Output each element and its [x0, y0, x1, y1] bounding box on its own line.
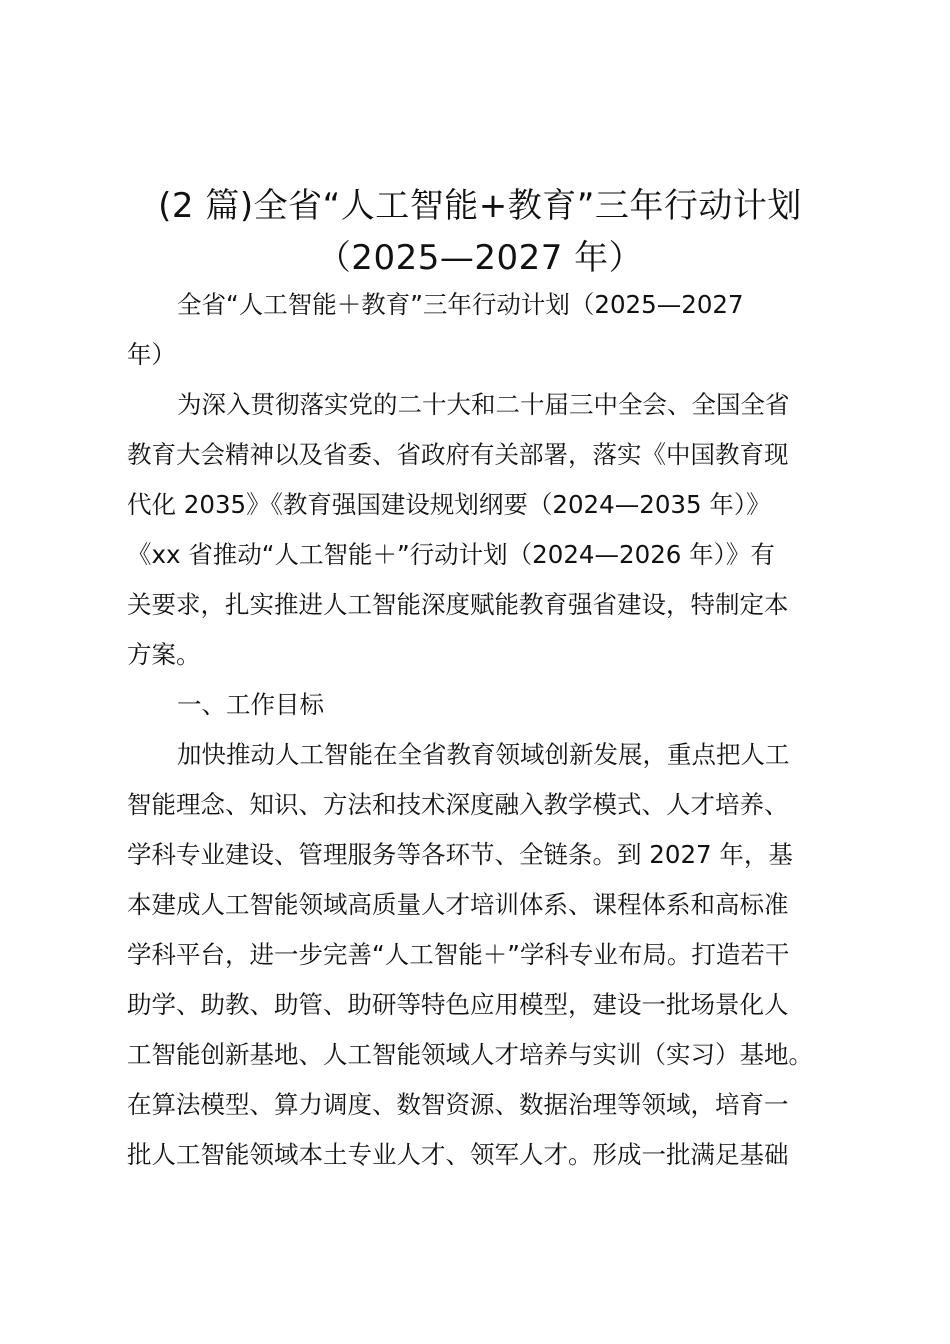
text-line: 工智能创新基地、人工智能领域人才培养与实训（实习）基地。	[127, 1040, 813, 1069]
title-line-1: (2 篇)全省“人工智能+教育”三年行动计划	[158, 186, 802, 226]
text-line: 一、工作目标	[177, 690, 324, 719]
text-line: 加快推动人工智能在全省教育领域创新发展，重点把人工	[177, 740, 790, 769]
section-body-paragraph	[127, 730, 835, 1180]
text-line: 关要求，扎实推进人工智能深度赋能教育强省建设，特制定本	[127, 590, 789, 619]
text-line: 教育大会精神以及省委、省政府有关部署，落实《中国教育现	[127, 440, 789, 469]
text-line: 智能理念、知识、方法和技术深度融入教学模式、人才培养、	[127, 790, 789, 819]
text-line: 全省“人工智能＋教育”三年行动计划（2025—2027	[177, 290, 744, 319]
text-line: 方案。	[127, 640, 201, 669]
subtitle-paragraph	[127, 280, 835, 380]
intro-paragraph	[127, 380, 835, 680]
document-body	[127, 280, 835, 1180]
text-line: 《xx 省推动“人工智能＋”行动计划（2024—2026 年）》有	[127, 540, 775, 569]
text-line: 学科专业建设、管理服务等各环节、全链条。到 2027 年，基	[127, 840, 793, 869]
text-line: 批人工智能领域本土专业人才、领军人才。形成一批满足基础	[127, 1140, 789, 1169]
text-line: 年）	[127, 340, 176, 369]
section-heading	[127, 680, 835, 730]
text-line: 在算法模型、算力调度、数智资源、数据治理等领域，培育一	[127, 1090, 789, 1119]
text-line: 本建成人工智能领域高质量人才培训体系、课程体系和高标准	[127, 890, 789, 919]
text-line: 代化 2035》《教育强国建设规划纲要（2024—2035 年）》	[127, 490, 771, 519]
title-line-2: （2025—2027 年）	[316, 238, 644, 278]
text-line: 为深入贯彻落实党的二十大和二十届三中全会、全国全省	[177, 390, 790, 419]
text-line: 学科平台，进一步完善“人工智能＋”学科专业布局。打造若干	[127, 940, 790, 969]
document-title	[120, 180, 840, 284]
text-line: 助学、助教、助管、助研等特色应用模型，建设一批场景化人	[127, 990, 789, 1019]
